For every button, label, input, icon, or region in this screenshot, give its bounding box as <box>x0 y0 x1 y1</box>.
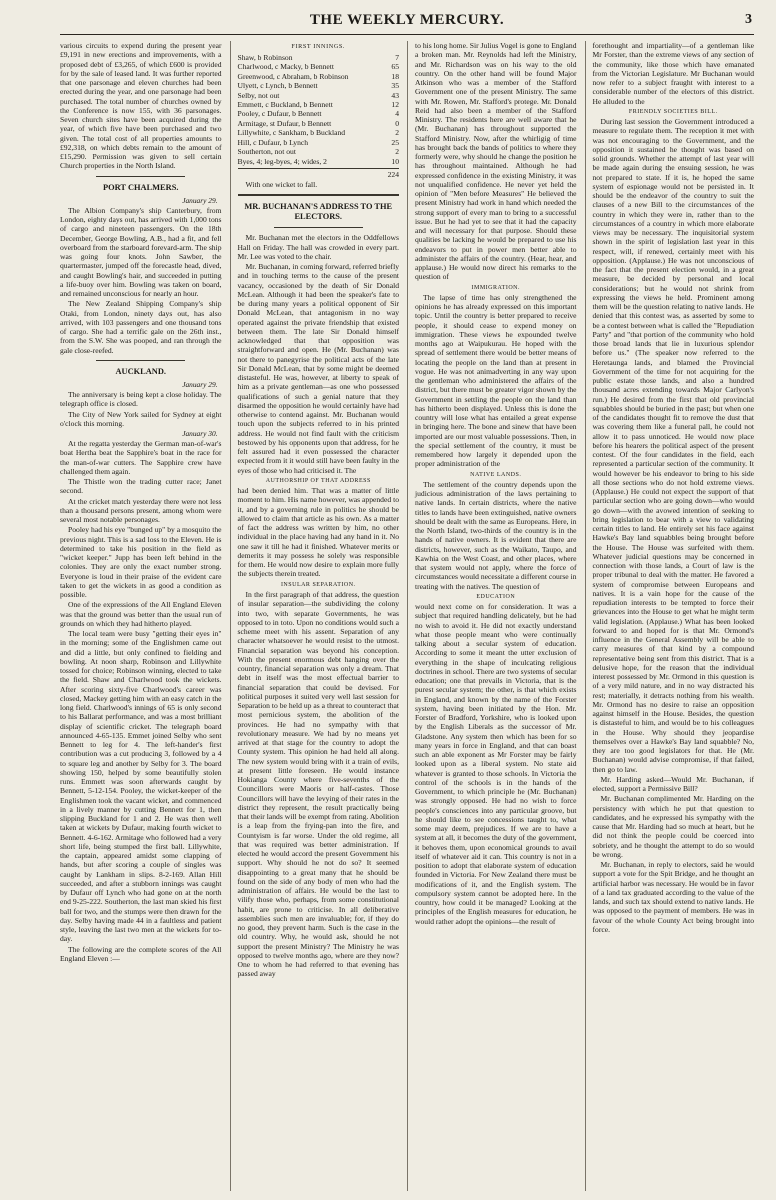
subheading: EDUCATION <box>476 593 516 600</box>
score-row <box>238 91 400 100</box>
paragraph: During last session the Government introduced a measure to regulate them. The reception it met with was not encouraging to the Government, and the opposition it sustained he thought was based on solid grounds. Whether the attempt of last year will be made again during the ensuing session, he was not prepared to state. If it is, he hoped the same system of espionage would not be persisted in. It should be the endeavor of the country to suit the clauses of a new Bill to the circumstances of the country in which they were in, rather than to the circumstances of a country in which more elaborate views may be necessary. The inquisitorial system shown in the spirit of legislation last year in this respect, will, if renewed, certainly meet with his opposition. (Applause.) He was not unconscious of the fact that the present election would, in a great measure, be decided by personal and local considerations; but he would not shrink from expressing the views he held. Prominent among them will be the question relating to native lands. He denied that this contest was, as asserted by some to be a contest between what is called the "Repudiation Party" and "that portion of the community who hold those broad lands that lie in luxurious splendor before us." (The speaker now referred to the Heretaunga lands, and blamed the Provincial Government of the time for not acquiring for the public estate those lands, and also a hundred thousand acres extending towards Major Carlyon's run.) He desired from the first that old provincial squabbles should be buried in the past; but when one of the candidates thought fit to remove the dust that was covering them like a funeral pall, he could not allow it to pass unnoticed. He would now place before his hearers the political aspect of the present contest. Of the four candidates in the field, each represented a particular section of the community. It would however be his endeavor to bring to his side all those sections who do not hold extreme views. (Applause.) He could not expect the support of that particular section who are going down—who would go down—with the avowed intention of seeking to bring legislation to bear with a view to validating certain titles to land. He entirely set his face against Hawke's Bay land squabbles being brought before the House. The House was surfeited with them. Whatever judicial questions may be concerned in connection with those lands, a Court of law is the proper tribunal to deal with the matter. He favored a system of compromise between Europeans and natives. It is a vain hope for the cause of the repudiation interests to be tempted to force their grievances into the House to get what he might term valid legislation. (Applause.) What has been looked forward to and hoped for is that Mr. Ormond's influence in the General Assembly will be able to carry measures of that kind by a compound representative being sent from this district. That is a delusive hope, for the reason that the individual interest possessed by Mr. Ormond in this question is of a very mild nature, and in no way distracted his rest; materially, it detracts nothing from his wealth. Mr. Ormond has no desire to raise an opposition against himself in the House. Besides, the question is distasteful to him, and would be to his colleagues in the House. Why should they jeopardise themselves over a Hawke's Bay land squabble? No, they are too good legislators for that. He (Mr. Buchanan) would advise compromise, if that failed, then go to law. <box>592 117 754 774</box>
paragraph: Mr. Harding asked—Would Mr. Buchanan, if elected, support a Permissive Bill? <box>592 774 754 794</box>
paragraph: The anniversary is being kept a close holiday. The telegraph office is closed. <box>60 390 222 409</box>
paragraph: At the cricket match yesterday there were not less than a thousand persons present, among whom were several most notable personages. <box>60 496 222 525</box>
batsman-name: Hill, c Dufaur, b Lynch <box>237 137 309 147</box>
subheading: INSULAR SEPARATION. <box>280 581 356 588</box>
score-note: With one wicket to fall. <box>245 179 318 189</box>
paragraph: The lapse of time has only strengthened the opinions he has already expressed on this important topic. Until the country is better prepared to receive people, it should cease to expend money on immigration. These views he expounded twelve months ago at Waipukurau. He hoped with the spread of settlement there would be better means of locating the people on the land than at present in vogue. He was not animadverting in any way upon the gentleman who administered the affairs of the district, but there must be greater vigor shown by the Government in settling the people on the land than has hitherto been displayed. Unless this is done the country will lose what has entailed a great expense in bringing here. The bone and sinew that have been imported are our most valuable possessions. Then, in the special settlement of the country, it must be remembered how largely it depended upon the proper administration of the <box>415 292 577 469</box>
score-row <box>238 109 400 118</box>
paragraph: Mr. Buchanan, in coming forward, referred briefly and in touching terms to the cause of the present vacancy, occasioned by the death of Sir Donald McLean. Although it had been the speaker's fate to be during many years a political opponent of Sir Donald McLean, that antagonism in no way operated against the private friendship that existed between them. The late Sir Donald himself acknowledged that that opposition was straightforward and open. He (Mr. Buchanan) was not there to panegyrise the political acts of the late Sir Donald McLean, that by some might be deemed distasteful. He was, however, at liberty to speak of him as a private gentleman—as one who possessed qualifications of such a genial nature that they disarmed the opposition he would certainly have had otherwise to contend against. Mr. Buchanan would touch upon the subjects referred to in his printed address. He would not find fault with the criticism bestowed by his opponents upon that address, for he felt assured had it even possessed the character expected from it it would still have been faulty in the eyes of those who had criticised it. The <box>237 262 399 475</box>
batsman-runs: 2 <box>395 147 399 157</box>
paragraph: Mr. Buchanan complimented Mr. Harding on the persistency with which he put that question to candidates, and he expressed his sympathy with the cause that Mr. Harding had so much at heart, but he did not think the people could be coerced into sobriety, and he thought the attempt to do so would be wrong. <box>592 794 754 859</box>
masthead <box>60 8 754 35</box>
divider <box>238 194 400 196</box>
batsman-runs: 43 <box>391 90 399 100</box>
paragraph: In the first paragraph of that address, the question of insular separation—the subdividing the colony into two, with separate Governments, he was opposed to in toto. Upon no conditions would such a scheme meet with his assent. Separation of any character whatsoever he would resist to the utmost. Financial separation was beyond his conception. With the present enormous debt hanging over the country, financial separation was only a dream. That debt in itself was the most effectual barrier to financial separation that could be devised. For political purposes it suited very well last session for Separation to be held up as a threat to counteract that most pernicious system, the abolition of the provinces. He had no sympathy with that revolutionary measure. We had by no means yet arrived at that stage for the country to adopt the County system. This opinion he had held all along. The new system would bring with it a train of evils, at present little foreseen. He would instance Hokianga County where five-sevenths of the Councillors were Maoris or half-castes. Those Councillors will have the levying of their rates in the district they represent, the result practically being that their lands will be exempt from rating. Abolition is a leap from the frying-pan into the fire, and Countyism is far worse. Under the old regime, all that was required was better administration. If elected he would accord the present Government his support. Why should he not do so? It seemed disappointing to a great many that he should be found on the side of any body of men who had the administration of affairs. He would be the last to vilify those who, perhaps, from some constitutional habit, are prone to criticise. In all deliberative assemblies such men are invaluable; for, if they do no good, they prevent harm. Such is the case in the old country. Why, he would ask, should he not support the present Ministry? The Ministry he was opposed to twelve months ago, where are they now? One to whom he had referred to that evening has passed away <box>237 590 399 979</box>
batsman-name: Shaw, b Robinson <box>237 52 293 62</box>
buchanan-address-heading: MR. BUCHANAN'S ADDRESS TO THE ELECTORS. <box>244 201 393 222</box>
paragraph: to his long home. Sir Julius Vogel is gone to England a broken man. Mr. Reynolds had left the Ministry, and Mr. Richardson was on his way to the old country. On the other hand will be found Major Atkinson who was a member of the Stafford Government one of the present Ministry. The same with Mr. Rowen, Mr. Stafford's protege. Mr. Donald Reid had also been a member of the Stafford Ministry. The residents here are well aware that he (Mr. Buchanan) has throughout supported the Stafford Ministry. Now, after the whirligig of time has brought back the bands of politics to where they formerly were, why should he change the position he has throughout maintained. Although he had expressed confidence in the existing Ministry, it was not unqualified confidence. He never yet held the opinion of "Men before Measures" He believed the present Ministry had work in hand which needed the strong support of every man to bring to a successful issue. But he had yet to see that it had the capacity and will necessary for that purpose. Should these qualities be lacking he would be prepared to use his endeavors to put in power men better able to administer the affairs of the country. (Hear, hear, and applause.) He would now direct his remarks to the question of <box>415 41 577 282</box>
dateline: January 29. <box>182 380 218 390</box>
batsman-name: Charlwood, c Macky, b Bennett <box>237 62 335 72</box>
batsman-runs: 0 <box>395 118 399 128</box>
paragraph: Pooley had his eye "bunged up" by a mosquito the previous night. This is a sad loss to the Eleven. He is determined to take his position in the field as "wicket keeper." Jupp has been left behind in the colonies. They are only the exact number strong. Everyone is loud in their praise of the evident care taken to get the wickets in as good a condition as possible. <box>60 525 222 600</box>
paragraph: Mr. Buchanan met the electors in the Oddfellows Hall on Friday. The hall was crowded in every part. Mr. Lee was voted to the chair. <box>237 233 399 261</box>
score-row <box>238 119 400 128</box>
paragraph: Mr. Buchanan, in reply to electors, said he would support a vote for the Spit Bridge, and he thought an artificial harbor was necessary. He would be in favor of a land tax graduated according to the value of the lands, and such tax should extend to native lands. He was opposed to the payment of members. He was in favour of the whole County Act being brought into force. <box>592 860 754 934</box>
article-columns <box>60 41 754 1191</box>
score-row <box>238 100 400 109</box>
paragraph: One of the expressions of the All England Eleven was that the ground was better than the usual run of grounds on which they had hitherto played. <box>60 600 222 628</box>
batsman-name: Armitage, st Dufaur, b Bennett <box>237 118 332 128</box>
batsman-runs: 7 <box>395 52 399 62</box>
score-row <box>238 138 400 147</box>
batsman-runs: 35 <box>391 81 399 91</box>
divider <box>96 176 185 177</box>
batsman-name: Southerton, not out <box>237 147 296 157</box>
score-total-value: 224 <box>387 170 399 180</box>
score-row <box>238 81 400 90</box>
batsman-name: Greenwood, c Abraham, b Robinson <box>237 71 349 81</box>
score-row <box>238 157 400 166</box>
paragraph: had been denied him. That was a matter of little moment to him. His name however, was appended to it, and by a governing rule in politics he should be allowed to claim that article as his own. As a matter of fact the address was written by him, no other individual in the place having had any hand in it. No one saw it till he had it finished. Whatever merits or demerits it may possess he solely was responsible for them. He would now desire to explain more fully the subjects therein treated. <box>237 486 399 579</box>
batsman-runs: 12 <box>391 99 399 109</box>
subheading: FRIENDLY SOCIETIES BILL. <box>628 108 718 115</box>
dateline: January 29. <box>182 195 218 205</box>
paragraph: The settlement of the country depends upon the judicious administration of the laws pertaining to native lands. In certain districts, where the native titles to lands have been extinguished, native owners should be dealt with the same as Europeans. Here, in the North Island, two-thirds of the country is in the hands of native owners. It is evident that there are districts, however, such as the Waikato, Taupo, and Kawhia on the West Coast, and other places, where that system would not apply, where the force of circumstances would necessitate a different course in treating with the natives. The question of <box>415 479 577 591</box>
batsman-runs: 2 <box>395 128 399 138</box>
batsman-runs: 65 <box>391 62 399 72</box>
score-row <box>238 62 400 71</box>
column-3 <box>407 41 577 1191</box>
batsman-runs: 18 <box>391 71 399 81</box>
score-row <box>238 72 400 81</box>
score-row <box>238 147 400 156</box>
batsman-runs: 25 <box>391 137 399 147</box>
auckland-heading: AUCKLAND. <box>115 366 166 376</box>
batsman-name: Pooley, c Dufaur, b Bennett <box>237 109 322 119</box>
divider <box>96 360 185 361</box>
paragraph: The Albion Company's ship Canterbury, from London, eighty days out, has arrived with 1,000 tons of cargo and nineteen passengers. On the 18th December, George Bowling, A.B., had a fit, and fell overboard from the starboard forevard-arm. The ship was going four knots. John Sawber, the quartermaster, jumped off the forecastle head, dived, and caught Bowling's hair, and succeeded in putting a life-buoy over him. Bowling was taken on board, and remained unconscious for nearly an hour. <box>60 205 222 299</box>
divider <box>274 227 363 228</box>
score-total <box>238 168 400 179</box>
score-row <box>238 128 400 137</box>
batsman-name: Byes, 4; leg-byes, 4; wides, 2 <box>237 156 327 166</box>
batsman-runs: 10 <box>391 156 399 166</box>
church-report-text: various circuits to expend during the present year £9,191 in new erections and improvements, with a proposed debt of £3,265, of which £600 is provided for by the sale of leased land. It was further reported that one parsonage and eleven churches had been erected during the year, and one parsonage had been purchased. The total number of churches owned by the Conference is now 155, with 36 parsonages. Seven church sites have been acquired during the year, of which five have been purchased and two given. The total cost of all properties amounts to £92,318, on which debts remain to the amount of £15,290. Permission was given to sell certain Church properties in the North Island. <box>60 41 222 171</box>
batsman-runs: 4 <box>395 109 399 119</box>
port-chalmers-heading: PORT CHALMERS. <box>103 182 179 192</box>
scorecard <box>238 53 400 167</box>
paragraph: The City of New York sailed for Sydney at eight o'clock this morning. <box>60 409 222 428</box>
batsman-name: Selby, not out <box>237 90 280 100</box>
score-row <box>238 53 400 62</box>
paragraph: The local team were busy "getting their eyes in" in the morning; some of the Englishmen came out and did a little, but only confined to fielding and bowling. At noon sharp, Robinson and Lillywhite tossed for choice; Robinson winning, elected to take the field. Shaw and Charlwood took the wickets. After scoring sixty-five Charlwood's career was closed, Mackey getting him with an easy catch in the long field. Charlwood's innings of 65 is only second to his Ballarat performance, and was a most brilliant display of scientific cricket. The telegraph board announced 4-65-135. Emmet joined Selby who sent Bennett to leg for 4. The left-hander's first contribution was a cut producing 3, followed by a 4 to square leg and another by Selby for 3. The board showing 150, helped by some beautifully stolen runs. Emmett was soon afterwards caught by Bennett, 5-12-154. Pooley, the wicket-keeper of the Englishmen took the vacant wicket, and commenced in a lively manner by cutting Bennett for 1, then slipping Buckland for 1 and 2. He was then well taken at wickets by Dufaur, making fourth wicket to Bennett. 4-6-162. Armitage who followed had a very short life, being stumped the first ball. Lillywhite, the captain, appeared amidst some clapping of hands, but after scoring a couple of singles was caught by Lankham in slips. 8-2-169. Allan Hill succeeded, and after a stubborn innings was caught by Dufaur off Lynch who had gone on at the north end 9-25-222. Southerton, the last man skied his first ball for two, and the stumps were then drawn for the day. Selby having made 44 in a faultless and patient style, leaving the last two men at the wickets for to-day. <box>60 629 222 944</box>
newspaper-title: THE WEEKLY MERCURY. <box>309 12 505 28</box>
dateline: January 30. <box>182 429 218 439</box>
column-1 <box>60 41 222 1191</box>
paragraph: forethought and impartiality—of a gentleman like Mr Forster, than the extreme views of any section of the community, like those which have emanated from the Victorian Legislature. Mr Buchanan would now refer to a subject fraught with interest to a considerable number of the electors of this district. He alluded to the <box>592 41 754 106</box>
paragraph: At the regatta yesterday the German man-of-war's boat Hertha beat the Sapphire's boat in the race for the man-of-war cutters. The Sapphire crew have challenged them again. <box>60 439 222 476</box>
scorecard-title: FIRST INNINGS. <box>291 43 346 50</box>
subheading: AUTHORSHIP OF THAT ADDRESS <box>265 477 371 484</box>
paragraph: The New Zealand Shipping Company's ship Otaki, from London, ninety days out, has also arrived, with 103 passengers and one thousand tons of cargo. She had a terrific gale on the 26th inst., from the S.W. She was pooped, and ran through the gale close-reefed. <box>60 299 222 355</box>
batsman-name: Ulyett, c Lynch, b Bennett <box>237 81 318 91</box>
subheading: NATIVE LANDS. <box>470 471 522 478</box>
paragraph: The Thistle won the trading cutter race; Janet second. <box>60 477 222 496</box>
paragraph: would next come on for consideration. It was a subject that required handling delicately, but he had no wish to avoid it. He did not exactly understand what those people meant who were continually talking about a secular system of education. According to some it meant the utter exclusion of everything in the shape of inculcating religious doctrines in school. There are two systems of secular education; one that prevails in Victoria, that is the purest secular system; the other, is that which exists in England, and known by the name of the Forster system, having been initiated by the Hon. Mr. Forster of Bradford, Yorkshire, who is looked upon by the English Liberals as the successor of Mr. Gladstone. Any system then which has been for so many years in force in England, and that can boast such an able exponent as Mr Forster may be fairly looked upon as a liberal system. No state aid whatever is granted to those schools. In Victoria the control of the schools is in the hands of the Government, to which principle he (Mr. Buchanan) was strongly opposed. He had no wish to force people's consciences into any particular groove, but he should like to see concessions taught to, what some may deem, prejudices. If we are to have a system at all, it becomes the duty of the government, it behoves them, upon economical grounds to avail itself of whatever aid it can. This country is not in a position to adopt that elaborate system of education founded in Victoria. For New Zealand there must be modifications of it, and the English system. The compulsory system cannot be adopted here. In the country, how could it be managed? Looking at the principles of the English measures for education, he would rather adopt the opinions—the result of <box>415 602 577 926</box>
column-4 <box>585 41 755 1191</box>
subheading: IMMIGRATION. <box>471 284 520 291</box>
paragraph: The following are the complete scores of the All England Eleven :— <box>60 944 222 963</box>
batsman-name: Lillywhite, c Sankham, b Buckland <box>237 128 346 138</box>
page-number: 3 <box>745 12 752 27</box>
column-2 <box>230 41 400 1191</box>
batsman-name: Emmett, c Buckland, b Bennett <box>237 99 333 109</box>
